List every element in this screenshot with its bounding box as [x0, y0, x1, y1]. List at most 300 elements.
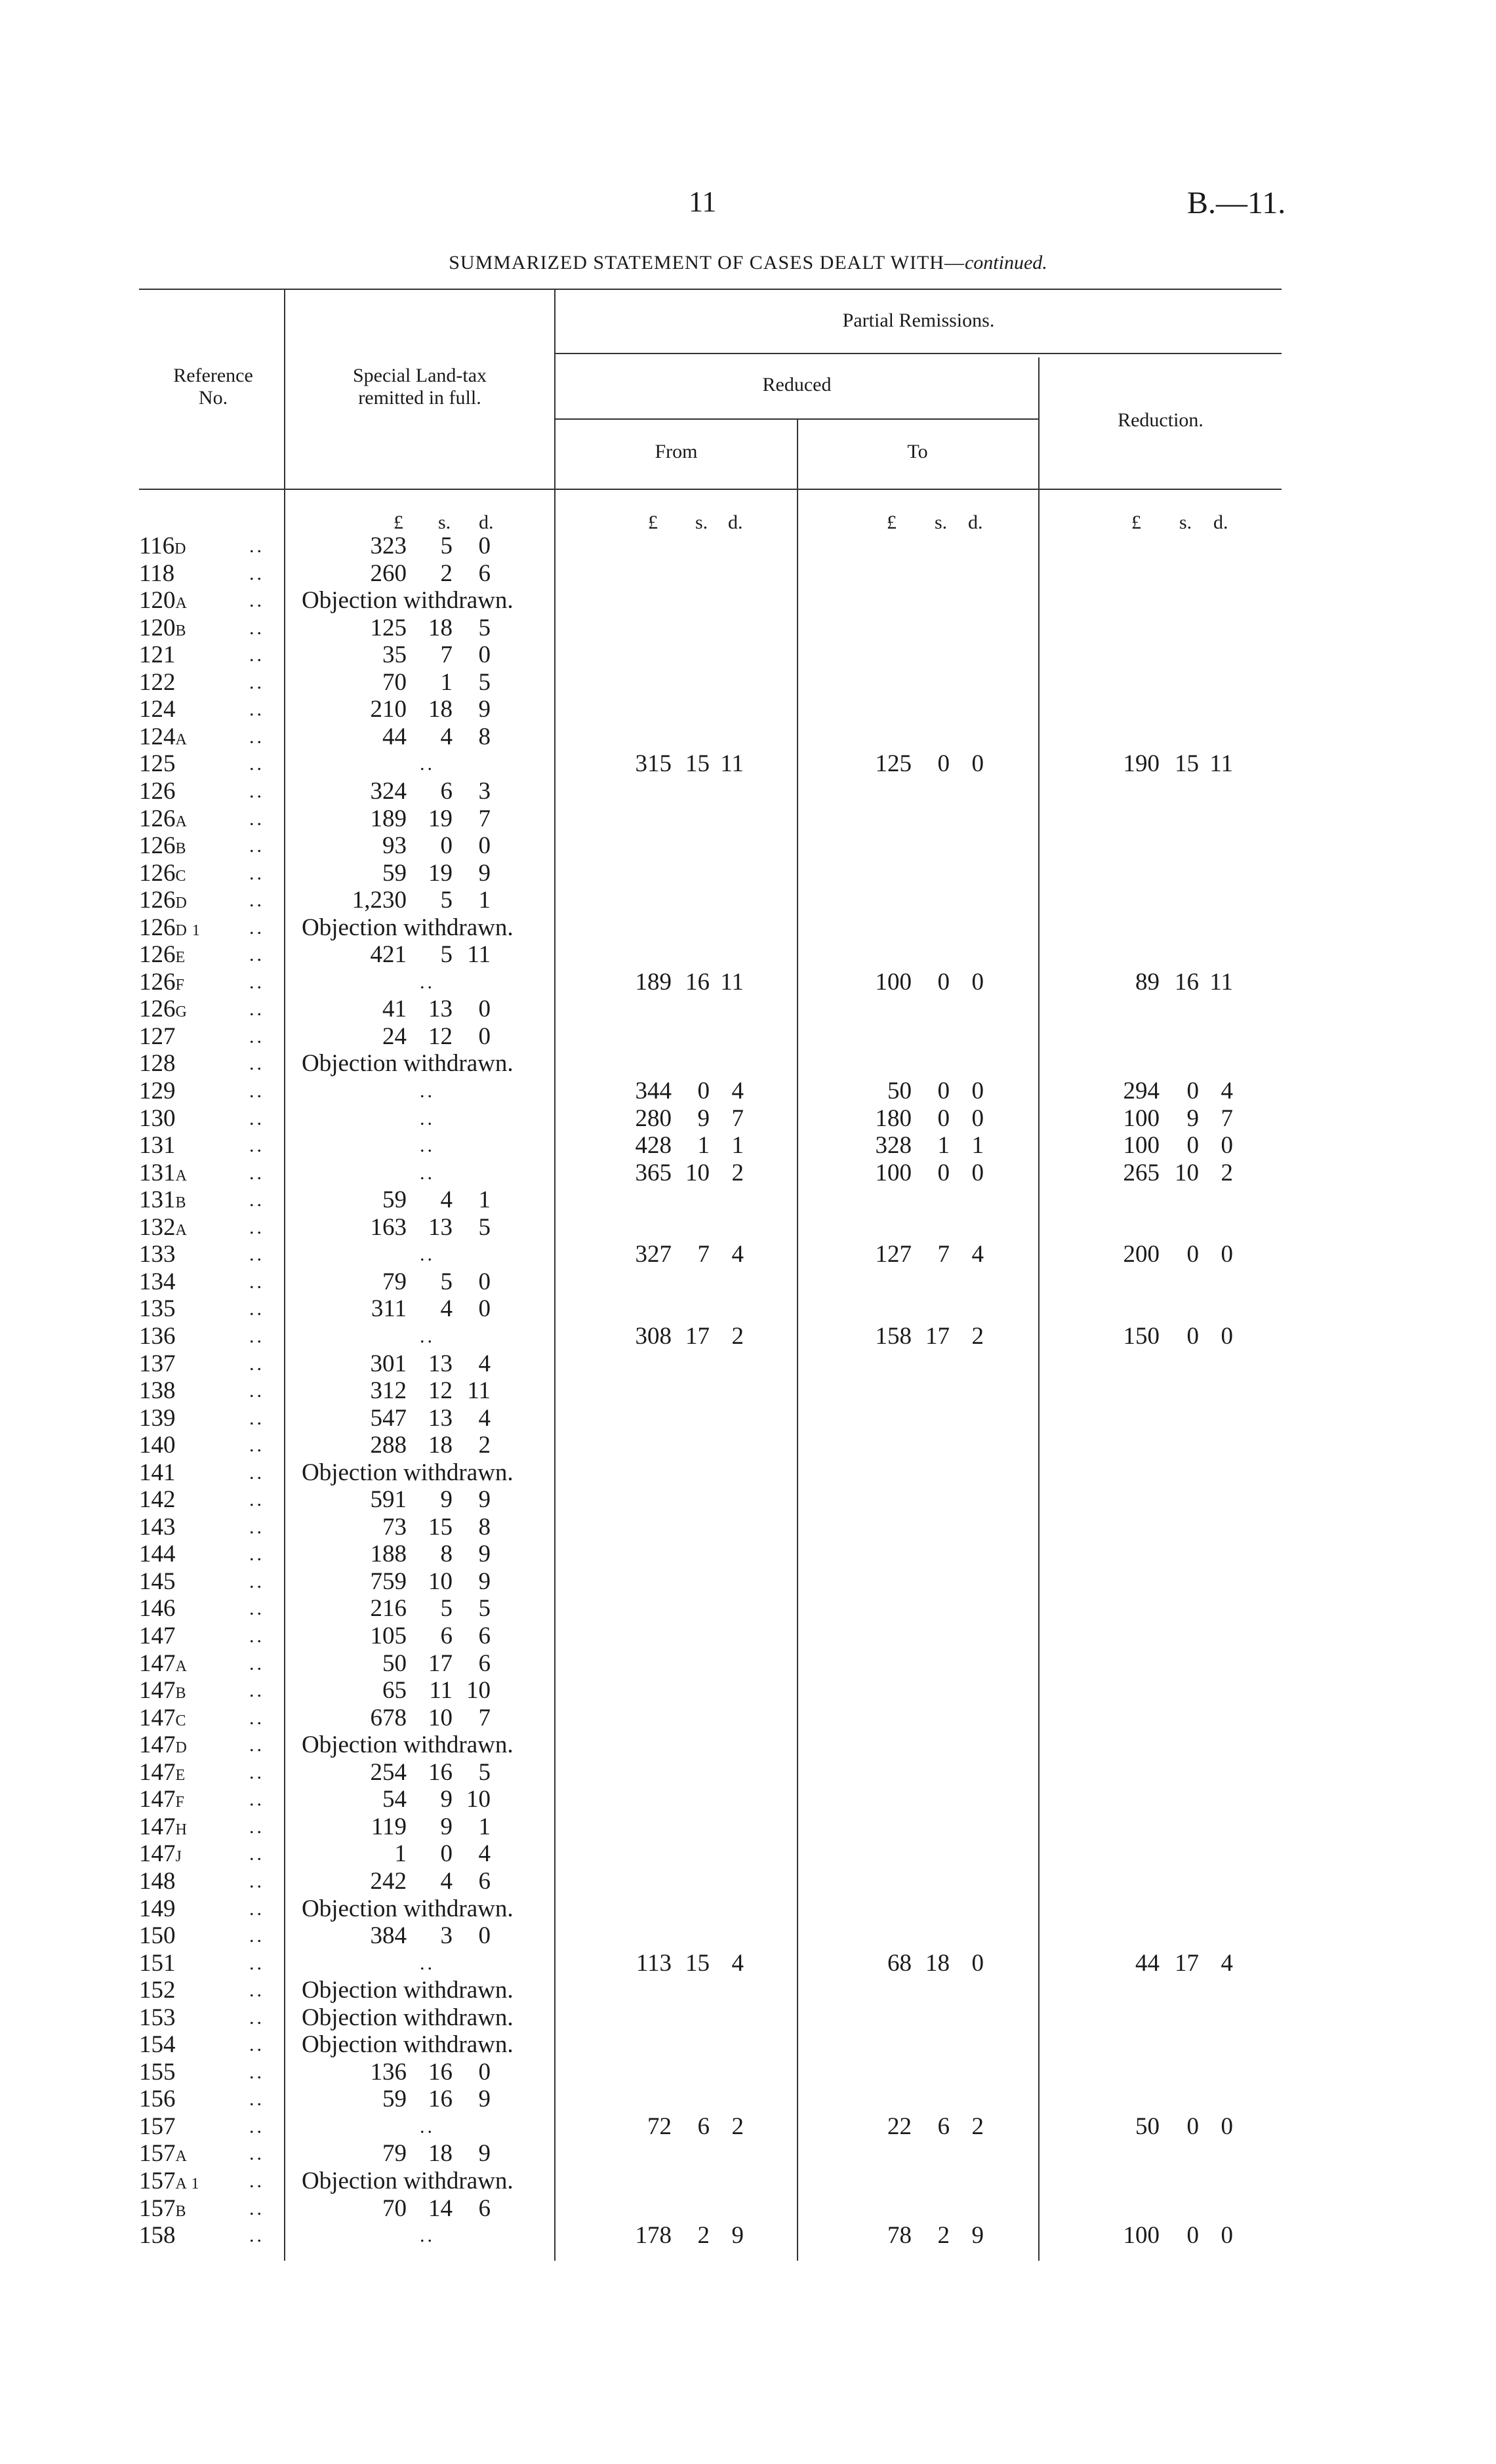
reference-base: 127	[139, 1022, 176, 1050]
leader-dots: ..	[249, 780, 264, 802]
special-amount-pounds: 44	[382, 723, 407, 750]
reference-number	[139, 1759, 186, 1789]
reference-number	[139, 1623, 176, 1649]
reference-suffix: F	[175, 1794, 185, 1811]
leader-dots: ..	[249, 1243, 264, 1266]
leader-dots: ..	[249, 616, 264, 639]
reference-suffix: D	[175, 895, 188, 912]
table-row	[0, 2140, 1496, 2167]
leader-dots: ..	[249, 535, 264, 557]
table-row	[0, 1350, 1496, 1377]
reference-base: 135	[139, 1295, 176, 1323]
reference-base: 147	[139, 1731, 176, 1759]
reference-base: 126	[139, 914, 176, 941]
reduction-amount-pounds: 50	[1135, 2112, 1160, 2140]
leader-dots: ..	[249, 2088, 264, 2111]
special-amount-shillings: 4	[440, 723, 453, 750]
leader-dots: ..	[249, 590, 264, 612]
table-row	[0, 696, 1496, 723]
reduced-to-amount-pence: 2	[971, 1322, 984, 1350]
reference-number	[139, 1595, 176, 1622]
table-row	[0, 615, 1496, 641]
leader-dots: ..	[249, 671, 264, 693]
reduction-amount-pounds: 89	[1135, 968, 1160, 996]
reduced-from-amount-pence: 9	[731, 2222, 744, 2250]
special-amount-pounds: 59	[382, 859, 407, 887]
reference-base: 126	[139, 887, 176, 914]
special-amount-pounds: 324	[370, 777, 407, 805]
reduced-from-amount-pounds: 308	[635, 1322, 672, 1350]
reference-number	[139, 1323, 176, 1350]
reference-base: 120	[139, 587, 176, 615]
special-amount-pounds: 189	[370, 805, 407, 832]
leader-dots: ..	[249, 725, 264, 748]
reduced-to-amount-pounds: 158	[875, 1322, 912, 1350]
reference-number	[139, 1160, 188, 1190]
reference-suffix: B	[175, 2202, 187, 2220]
reduced-to-amount-pence: 0	[971, 1104, 984, 1132]
reduction-amount-shillings: 0	[1186, 1241, 1199, 1268]
reference-suffix: H	[175, 1821, 188, 1838]
reference-suffix: C	[175, 867, 187, 885]
reference-base: 147	[139, 1704, 176, 1731]
special-amount-shillings: 6	[440, 777, 453, 805]
table-row	[0, 669, 1496, 696]
special-amount-shillings: 4	[440, 1186, 453, 1214]
special-amount-pence: 8	[478, 1513, 491, 1541]
special-amount-shillings: 5	[440, 1595, 453, 1623]
reduction-amount-shillings: 9	[1186, 1104, 1199, 1132]
reduced-to-amount-shillings: 18	[925, 1949, 950, 1977]
table-row	[0, 1377, 1496, 1404]
reference-suffix: B	[175, 1685, 187, 1703]
reference-base: 129	[139, 1078, 176, 1104]
leader-dots: ..	[249, 1080, 264, 1102]
leader-dots: ..	[249, 2115, 264, 2137]
special-amount-pence: 0	[478, 1268, 491, 1295]
table-row	[0, 860, 1496, 887]
special-amount-pence: 5	[478, 1213, 491, 1241]
special-amount-pence: 10	[466, 1677, 491, 1705]
leader-dots: ..	[249, 1325, 264, 1347]
special-amount-pence: 2	[478, 1432, 491, 1459]
reference-number	[139, 1050, 176, 1077]
reduced-from-amount-pounds: 178	[635, 2222, 672, 2250]
special-amount-pence: 11	[467, 941, 491, 969]
reduction-amount-shillings: 0	[1186, 1132, 1199, 1160]
reduced-from-amount-pence: 11	[720, 968, 744, 996]
reduced-to-amount-pounds: 100	[875, 968, 912, 996]
reference-number	[139, 615, 187, 645]
leader-dots: ..	[249, 1407, 264, 1429]
reference-number	[139, 805, 188, 836]
reference-number	[139, 723, 188, 754]
leader-dots: ..	[249, 1598, 264, 1620]
reduced-to-amount-pence: 2	[971, 2112, 984, 2140]
reference-base: 134	[139, 1268, 176, 1295]
leader-dots: ..	[249, 1734, 264, 1756]
reduced-from-amount-shillings: 16	[685, 968, 710, 996]
special-amount-shillings: 13	[428, 1404, 453, 1432]
table-row	[0, 2059, 1496, 2086]
leader-dots: ..	[249, 1870, 264, 1892]
table-row	[0, 2195, 1496, 2222]
reference-number	[139, 1677, 187, 1707]
special-amount-pounds: 50	[382, 1649, 407, 1677]
reference-number	[139, 1432, 176, 1459]
header-reference: Reference No.	[173, 365, 253, 409]
reduced-from-amount-pence: 2	[731, 2112, 744, 2140]
reference-number	[139, 1895, 176, 1922]
reduction-amount-pence: 0	[1221, 1132, 1233, 1160]
special-amount-shillings: 2	[440, 559, 453, 587]
special-amount-shillings: 12	[428, 1377, 453, 1405]
reference-number	[139, 2168, 200, 2198]
leader-dots: ..	[249, 2061, 264, 2083]
reduction-amount-pence: 11	[1209, 968, 1233, 996]
special-amount-pounds: 323	[370, 533, 407, 559]
reference-suffix: B	[175, 1194, 187, 1212]
header-to: To	[907, 441, 928, 462]
reduced-from-amount-shillings: 6	[697, 2112, 710, 2140]
special-amount-shillings: 0	[440, 1840, 453, 1868]
special-amount-pounds: 119	[371, 1813, 407, 1840]
special-empty: ..	[420, 1135, 435, 1157]
special-amount-shillings: 13	[428, 996, 453, 1023]
table-row	[0, 1268, 1496, 1295]
header-reduction: Reduction.	[1118, 409, 1203, 431]
unit-shilling-to: s.	[935, 512, 948, 533]
reduced-from-amount-pounds: 315	[635, 750, 672, 778]
table-row	[0, 560, 1496, 587]
special-amount-pence: 0	[478, 832, 491, 860]
reduced-to-amount-pounds: 125	[875, 750, 912, 778]
leader-dots: ..	[249, 1680, 264, 1702]
reduced-from-amount-pounds: 280	[635, 1104, 672, 1132]
reference-number	[139, 1705, 187, 1735]
reference-number	[139, 1377, 176, 1404]
table-row	[0, 1786, 1496, 1813]
reference-base: 147	[139, 1840, 176, 1868]
unit-shilling-from: s.	[695, 512, 708, 533]
special-amount-pounds: 93	[382, 832, 407, 860]
special-amount-pounds: 1	[394, 1840, 407, 1868]
reference-number	[139, 1105, 176, 1132]
table-row	[0, 1186, 1496, 1213]
special-amount-pounds: 591	[370, 1486, 407, 1514]
special-amount-shillings: 10	[428, 1567, 453, 1595]
reduction-amount-pence: 7	[1221, 1104, 1233, 1132]
reduced-from-amount-pounds: 428	[635, 1132, 672, 1160]
reference-base: 147	[139, 1677, 176, 1705]
leader-dots: ..	[249, 698, 264, 721]
special-amount-shillings: 19	[428, 805, 453, 832]
reference-base: 118	[139, 559, 175, 587]
special-amount-pounds: 288	[370, 1432, 407, 1459]
reference-number	[139, 1514, 176, 1541]
table-row	[0, 941, 1496, 968]
leader-dots: ..	[249, 2034, 264, 2056]
unit-pence-special: d.	[479, 512, 494, 533]
special-amount-pounds: 54	[382, 1786, 407, 1813]
reduced-to-amount-pounds: 50	[887, 1078, 912, 1104]
table-row	[0, 1214, 1496, 1241]
table-row	[0, 1895, 1496, 1922]
special-amount-pounds: 163	[370, 1213, 407, 1241]
reference-number	[139, 533, 186, 563]
reference-number	[139, 1868, 176, 1895]
special-amount-pence: 9	[478, 859, 491, 887]
leader-dots: ..	[249, 1135, 264, 1157]
table-row	[0, 723, 1496, 750]
leader-dots: ..	[249, 1053, 264, 1075]
page-number: 11	[689, 186, 717, 218]
special-empty: ..	[420, 1107, 435, 1129]
reference-base: 147	[139, 1758, 176, 1786]
reference-number	[139, 1813, 188, 1844]
table-row	[0, 587, 1496, 614]
reference-base: 147	[139, 1786, 176, 1813]
reference-number	[139, 2031, 176, 2058]
special-amount-pence: 1	[478, 1813, 491, 1840]
special-amount-pounds: 105	[370, 1623, 407, 1649]
leader-dots: ..	[249, 2225, 264, 2247]
special-amount-shillings: 18	[428, 2140, 453, 2168]
reduced-to-amount-pounds: 22	[887, 2112, 912, 2140]
table-row	[0, 1078, 1496, 1104]
leader-dots: ..	[249, 1925, 264, 1947]
special-amount-pence: 0	[478, 996, 491, 1023]
reduced-from-amount-shillings: 15	[685, 750, 710, 778]
reference-base: 121	[139, 641, 176, 669]
special-amount-shillings: 13	[428, 1213, 453, 1241]
special-amount-shillings: 17	[428, 1649, 453, 1677]
reference-number	[139, 1840, 182, 1870]
reduction-amount-shillings: 0	[1186, 2222, 1199, 2250]
reference-base: 126	[139, 859, 176, 887]
reduction-amount-shillings: 16	[1175, 968, 1199, 996]
reduction-amount-shillings: 15	[1175, 750, 1199, 778]
reduced-to-amount-pounds: 68	[887, 1949, 912, 1977]
special-amount-pence: 4	[478, 1404, 491, 1432]
table-row	[0, 805, 1496, 832]
leader-dots: ..	[249, 753, 264, 775]
leader-dots: ..	[249, 1216, 264, 1238]
reference-number	[139, 2195, 187, 2225]
reference-suffix: A	[175, 1167, 188, 1184]
special-amount-pence: 9	[478, 1567, 491, 1595]
reduction-amount-pence: 4	[1221, 1078, 1233, 1104]
special-amount-pounds: 59	[382, 1186, 407, 1214]
reference-number	[139, 2086, 176, 2112]
special-note: Objection withdrawn.	[302, 1731, 514, 1759]
special-empty: ..	[420, 1243, 435, 1266]
reference-base: 133	[139, 1241, 176, 1268]
reference-base: 126	[139, 777, 176, 805]
reference-number	[139, 2059, 176, 2086]
special-amount-shillings: 7	[440, 641, 453, 669]
reference-base: 124	[139, 723, 176, 750]
special-empty: ..	[420, 2225, 435, 2247]
reference-number	[139, 696, 176, 723]
table-row	[0, 1568, 1496, 1595]
table-row	[0, 1105, 1496, 1132]
reduced-to-amount-pounds: 100	[875, 1159, 912, 1186]
special-amount-shillings: 16	[428, 2086, 453, 2113]
table-row	[0, 1950, 1496, 1977]
reference-number	[139, 1977, 176, 2004]
reduced-from-amount-pence: 4	[731, 1078, 744, 1104]
reference-base: 156	[139, 2086, 176, 2113]
reference-number	[139, 2222, 176, 2249]
reference-base: 143	[139, 1513, 176, 1541]
reference-suffix: E	[175, 1766, 186, 1784]
special-amount-pounds: 678	[370, 1704, 407, 1731]
table-row	[0, 1731, 1496, 1758]
table-row	[0, 750, 1496, 777]
special-amount-pence: 0	[478, 1295, 491, 1323]
leader-dots: ..	[249, 916, 264, 939]
table-row	[0, 2168, 1496, 2194]
special-empty: ..	[420, 1161, 435, 1184]
leader-dots: ..	[249, 1434, 264, 1457]
special-amount-shillings: 5	[440, 887, 453, 914]
reference-base: 137	[139, 1350, 176, 1377]
reference-base: 158	[139, 2222, 176, 2250]
special-amount-pence: 7	[478, 1704, 491, 1731]
special-amount-shillings: 5	[440, 941, 453, 969]
special-amount-pence: 9	[478, 1486, 491, 1514]
special-empty: ..	[420, 753, 435, 775]
leader-dots: ..	[249, 2170, 264, 2192]
table-row	[0, 1295, 1496, 1322]
reduced-from-amount-pence: 7	[731, 1104, 744, 1132]
reduction-amount-shillings: 17	[1175, 1949, 1199, 1977]
reduction-amount-pounds: 100	[1123, 2222, 1160, 2250]
reference-suffix: A	[175, 731, 188, 748]
special-amount-pence: 6	[478, 559, 491, 587]
reference-base: 126	[139, 832, 176, 860]
reference-number	[139, 1459, 176, 1486]
reduced-from-amount-shillings: 7	[697, 1241, 710, 1268]
reference-number	[139, 1023, 176, 1050]
reference-base: 128	[139, 1050, 176, 1078]
reduction-amount-pence: 11	[1209, 750, 1233, 778]
special-amount-shillings: 18	[428, 696, 453, 723]
reference-number	[139, 560, 174, 587]
leader-dots: ..	[249, 807, 264, 830]
reference-suffix: B	[175, 840, 187, 858]
special-amount-shillings: 18	[428, 1432, 453, 1459]
special-amount-pounds: 41	[382, 996, 407, 1023]
leader-dots: ..	[249, 1570, 264, 1592]
special-amount-pounds: 254	[370, 1758, 407, 1786]
special-amount-pounds: 59	[382, 2086, 407, 2113]
reference-number	[139, 587, 188, 617]
leader-dots: ..	[249, 971, 264, 993]
reduced-from-amount-pence: 2	[731, 1322, 744, 1350]
table-row	[0, 969, 1496, 996]
reduced-from-amount-pence: 4	[731, 1241, 744, 1268]
reference-number	[139, 887, 188, 917]
special-amount-pounds: 384	[370, 1922, 407, 1950]
special-amount-pence: 5	[478, 668, 491, 696]
special-empty: ..	[420, 1952, 435, 1974]
leader-dots: ..	[249, 1189, 264, 1211]
leader-dots: ..	[249, 1025, 264, 1047]
reduced-from-amount-shillings: 2	[697, 2222, 710, 2250]
unit-shilling-special: s.	[438, 512, 451, 533]
unit-pound-special: £	[394, 512, 403, 533]
leader-dots: ..	[249, 1489, 264, 1511]
special-note: Objection withdrawn.	[302, 587, 514, 615]
special-amount-shillings: 10	[428, 1704, 453, 1731]
reduced-from-amount-shillings: 1	[697, 1132, 710, 1160]
special-amount-pounds: 301	[370, 1350, 407, 1377]
reference-base: 124	[139, 696, 176, 723]
reference-base: 116	[139, 533, 175, 559]
leader-dots: ..	[249, 1543, 264, 1565]
reference-number	[139, 778, 176, 805]
table-row	[0, 1050, 1496, 1077]
leader-dots: ..	[249, 1843, 264, 1865]
reference-base: 157	[139, 2194, 176, 2222]
special-amount-shillings: 9	[440, 1813, 453, 1840]
table-row	[0, 2031, 1496, 2058]
special-amount-pence: 9	[478, 2086, 491, 2113]
reference-number	[139, 1078, 176, 1104]
reference-number	[139, 2113, 176, 2140]
special-amount-shillings: 11	[429, 1677, 453, 1705]
reference-base: 147	[139, 1623, 176, 1649]
reference-number	[139, 1486, 176, 1513]
reference-base: 147	[139, 1649, 176, 1677]
reference-base: 152	[139, 1977, 176, 2004]
reference-number	[139, 969, 185, 999]
leader-dots: ..	[249, 1352, 264, 1375]
special-amount-pounds: 70	[382, 2194, 407, 2222]
special-amount-pounds: 70	[382, 668, 407, 696]
reference-number	[139, 1922, 176, 1949]
reduced-to-amount-pounds: 328	[875, 1132, 912, 1160]
special-amount-pounds: 1,230	[352, 887, 407, 914]
reduction-amount-pounds: 200	[1123, 1241, 1160, 1268]
special-amount-shillings: 5	[440, 1268, 453, 1295]
reduction-amount-pounds: 150	[1123, 1322, 1160, 1350]
reference-base: 126	[139, 941, 176, 969]
reference-base: 141	[139, 1459, 176, 1486]
reduced-to-amount-shillings: 0	[937, 1159, 950, 1186]
reduced-to-amount-pence: 0	[971, 1949, 984, 1977]
unit-pence-to: d.	[968, 512, 983, 533]
reduced-to-amount-pounds: 127	[875, 1241, 912, 1268]
special-amount-pence: 0	[478, 533, 491, 559]
reference-number	[139, 1950, 176, 1977]
reduction-amount-pence: 0	[1221, 1241, 1233, 1268]
reduced-to-amount-pence: 1	[971, 1132, 984, 1160]
leader-dots: ..	[249, 1652, 264, 1674]
special-amount-pence: 8	[478, 723, 491, 750]
reduction-amount-pence: 0	[1221, 2222, 1233, 2250]
reference-suffix: D 1	[175, 921, 201, 939]
reference-number	[139, 1132, 176, 1159]
reference-base: 131	[139, 1132, 176, 1160]
special-note: Objection withdrawn.	[302, 914, 514, 941]
leader-dots: ..	[249, 1298, 264, 1320]
reference-suffix: A	[175, 1657, 188, 1675]
table-row	[0, 778, 1496, 805]
reference-suffix: F	[175, 976, 185, 994]
